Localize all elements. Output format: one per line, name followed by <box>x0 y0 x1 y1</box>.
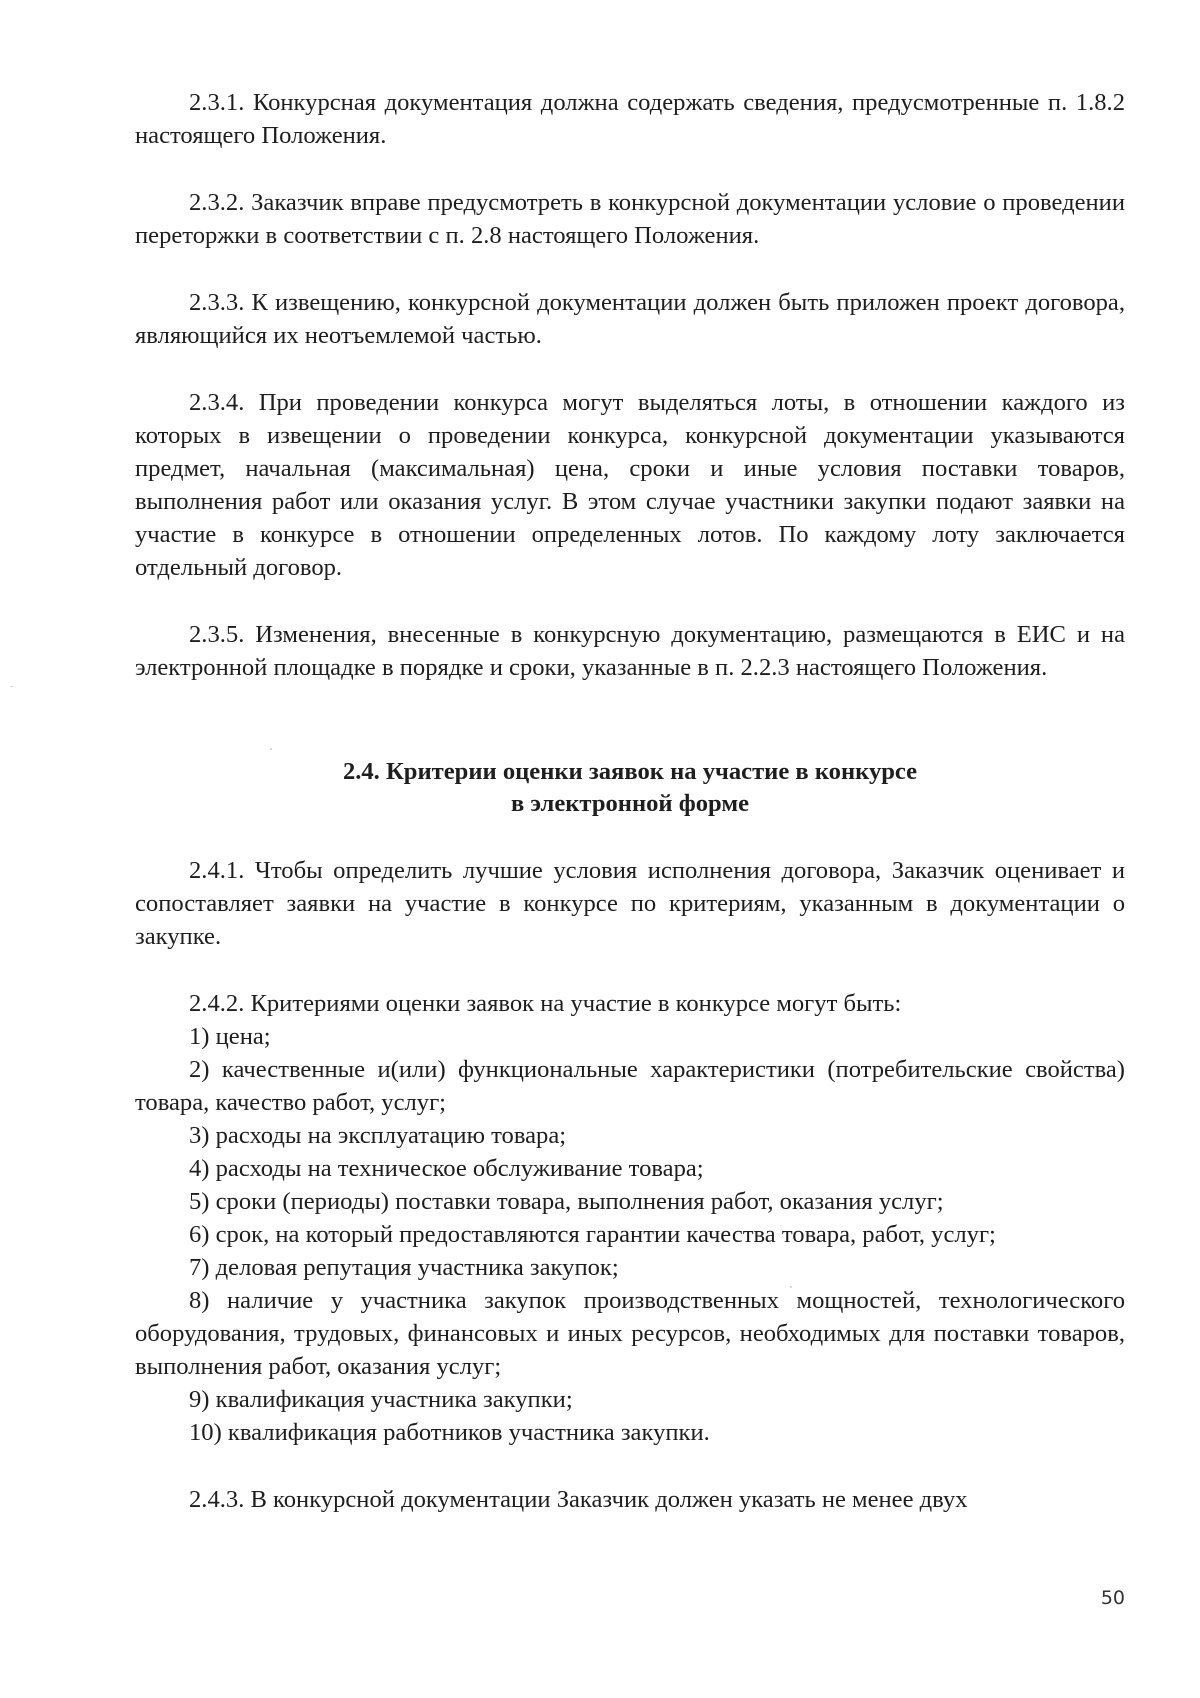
document-body <box>135 86 1125 1550</box>
paragraph-2-3-4: 2.3.4. При проведении конкурса могут выделяться лоты, в отношении каждого из которых в извещении о проведении конкурса, конкурсной документации указываются предмет, начальная (максимальная) цена, сроки и иные условия поставки товаров, выполнения работ или оказания услуг. В этом случае участники закупки подают заявки на участие в конкурсе в отношении определенных лотов. По каждому лоту заключается отдельный договор. <box>135 389 1125 581</box>
scan-speck <box>10 686 13 687</box>
criteria-item: 8) наличие у участника закупок производственных мощностей, технологического оборудования, трудовых, финансовых и иных ресурсов, необходимых для поставки товаров, выполнения работ, оказания услуг; <box>135 1287 1125 1380</box>
criteria-item: 10) квалификация работников участника закупки. <box>189 1419 710 1446</box>
paragraph-2-4-1: 2.4.1. Чтобы определить лучшие условия исполнения договора, Заказчик оценивает и сопоставляет заявки на участие в конкурсе по критериям, указанным в документации о закупке. <box>135 857 1125 950</box>
paragraph-2-4-2-intro: 2.4.2. Критериями оценки заявок на участие в конкурсе могут быть: <box>189 990 902 1017</box>
paragraph-2-3-2: 2.3.2. Заказчик вправе предусмотреть в конкурсной документации условие о проведении переторжки в соответствии с п. 2.8 настоящего Положения. <box>135 189 1125 249</box>
page-number: 50 <box>1100 1587 1125 1609</box>
paragraph-2-4-3: 2.4.3. В конкурсной документации Заказчик должен указать не менее двух <box>189 1486 968 1513</box>
paragraph-2-3-3: 2.3.3. К извещению, конкурсной документации должен быть приложен проект договора, являющийся их неотъемлемой частью. <box>135 289 1125 349</box>
criteria-item: 5) сроки (периоды) поставки товара, выполнения работ, оказания услуг; <box>189 1188 944 1215</box>
section-heading-2-4 <box>135 756 1125 820</box>
paragraph-2-3-1: 2.3.1. Конкурсная документация должна содержать сведения, предусмотренные п. 1.8.2 настоящего Положения. <box>135 89 1125 149</box>
criteria-item: 4) расходы на техническое обслуживание товара; <box>189 1155 704 1182</box>
criteria-item: 6) срок, на который предоставляются гарантии качества товара, работ, услуг; <box>189 1221 996 1248</box>
criteria-item: 3) расходы на эксплуатацию товара; <box>189 1122 567 1149</box>
criteria-list <box>135 987 1125 1449</box>
criteria-item: 2) качественные и(или) функциональные характеристики (потребительские свойства) товара, качество работ, услуг; <box>135 1056 1125 1116</box>
section-heading-line: 2.4. Критерии оценки заявок на участие в конкурсе <box>342 758 918 785</box>
criteria-item: 7) деловая репутация участника закупок; <box>189 1254 619 1281</box>
criteria-item: 1) цена; <box>189 1023 271 1050</box>
criteria-item: 9) квалификация участника закупки; <box>189 1386 573 1413</box>
paragraph-2-3-5: 2.3.5. Изменения, внесенные в конкурсную документацию, размещаются в ЕИС и на электронной площадке в порядке и сроки, указанные в п. 2.2.3 настоящего Положения. <box>135 621 1125 681</box>
section-heading-line: в электронной форме <box>510 790 750 817</box>
